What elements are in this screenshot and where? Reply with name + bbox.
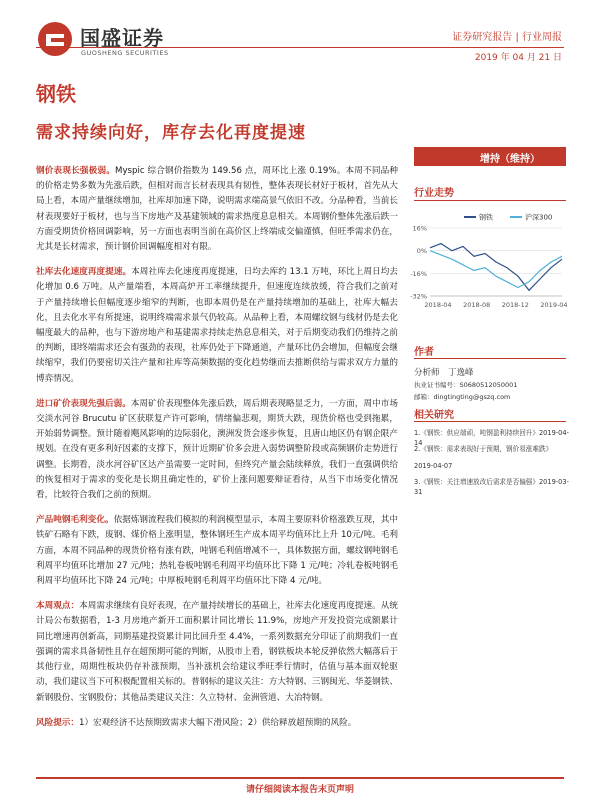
logo-mark-icon: [36, 20, 74, 58]
related-item-date: 2019-04-14: [414, 429, 569, 447]
legend-label-csi300: 沪深300: [525, 213, 553, 222]
paragraph-body: 1）宏观经济不达预期致需求大幅下滑风险；2）供给释放超预期的风险。: [78, 717, 357, 728]
paragraph-margin: [36, 513, 398, 589]
company-logo: [36, 20, 206, 60]
related-item-text[interactable]: 1.《钢铁：供应端顽，吨钢盈利持续回升》: [414, 429, 539, 437]
related-divider: [414, 421, 566, 422]
paragraph-price: [36, 164, 398, 255]
footer-disclaimer: 请仔细阅读本报告末页声明: [245, 785, 354, 795]
paragraph-heading: 社库去化速度再度提速。: [36, 267, 132, 278]
x-tick-label: 2018-12: [501, 301, 529, 309]
y-tick-label: -16%: [410, 269, 427, 278]
x-tick-label: 2018-08: [463, 301, 491, 309]
y-tick-label: -32%: [410, 292, 427, 301]
chart-legend: [464, 213, 552, 222]
trend-chart: [408, 210, 570, 316]
paragraph-risk: [36, 716, 398, 731]
related-item-date: 2019-03-31: [414, 478, 569, 496]
paragraph-heading: 本周观点：: [36, 601, 80, 612]
y-tick-label: 0%: [416, 247, 427, 256]
report-date: 2019 年 04 月 21 日: [474, 53, 562, 63]
paragraph-heading: 风险提示：: [36, 717, 79, 728]
author-title: 作者: [414, 347, 434, 358]
rating-label: 增持（维持）: [480, 154, 540, 165]
author-divider: [414, 358, 566, 359]
x-tick-label: 2018-04: [424, 301, 452, 309]
paragraph-heading: 钢价表现长强极弱。: [36, 166, 116, 176]
paragraph-body: 本周社库去化速度再度提速，日均去库约 13.1 万吨，环比上周日均去化增加 0.6 万吨。从产量端看，本周高炉开工率继续提升，但速度连续放缓，符合我们之前对于产量持续增长但幅度逐步缩窄的判断，也即本周仍是在产量持续增加的基础上，社库大幅去化，且去化水平有所提速，说明终端需求景气仍较高。从品种上看，本周螺纹钢与线材仍是去化幅度最大的品种，也与下游房地产和基建需求持续走热息息相关，对于后期变动我们仍维持之前的判断，即终端需求还会有强劲的表现，社库仍处于下降通道，产量环比仍会增加，但幅度会继续缩窄，我们仍要密切关注产量和社库等高频数据的变化趋势继而去推断供给与需求双方力量的博弈情况。: [36, 267, 398, 384]
y-tick-label: 16%: [412, 224, 427, 233]
x-axis-ticks: [424, 301, 567, 309]
author-email: 邮箱：dingtingting@gszq.com: [414, 393, 511, 401]
related-title: 相关研究: [414, 410, 454, 421]
rating-box: [414, 147, 566, 166]
paragraph-body: 依据炼钢流程我们模拟的利润模型显示，本周主要原料价格涨跌互现，其中铁矿石略有下跌，废钢、煤价格上涨明显，整体钢坯生产成本周平均值环比上升 10元/吨。毛利方面，本周不同品种的现货价格有涨有跌，吨钢毛利值增减不一，具体数据方面，螺纹钢吨钢毛利周平均值环比增加 27 元/吨；热轧卷板吨钢毛利周平均值环比下降 1 元/吨；冷轧卷板吨钢毛利周平均值环比下降 24 元/吨；中厚板吨钢毛利周平均值环比下降 4 元/吨。: [36, 515, 398, 587]
main-text: [36, 164, 398, 741]
logo-text-cn: 国盛证券: [80, 26, 164, 50]
logo-text-en: GUOSHENG SECURITIES: [81, 49, 169, 57]
report-type: 证券研究报告 | 行业周报: [452, 32, 562, 43]
paragraph-body: 本周矿价表现整体先涨后跌，周后期表现略显乏力，一方面，周中市场交淡水河谷 Brucutu 矿区获联复产许可影响，情绪偏悲观，期货大跌，现货价格也受到拖累，开始弱势调整。预计随着飓风影响的边际弱化，澳洲发货会逐步恢复，且唐山地区仍有钢企限产规划。在没有更多利好因素的支撑下，预计近期矿价多会进入弱势调整阶段或高频钢价走势进行调整。长期看，淡水河谷矿区达产虽需要一定时间，但终究产量会陆续释放，我们一直强调供给的恢复相对于需求的变化是长期且确定性的，矿价上涨问题要辩证看待，从当下市场变化情况看，比较符合我们之前的预期。: [36, 398, 398, 501]
related-item[interactable]: [414, 477, 574, 497]
series-line-csi300: [430, 251, 562, 288]
paragraph-body: Myspic 综合钢价指数为 149.56 点，周环比上涨 0.19%。本周不同品种的价格走势多数为先涨后跌，但相对而言长材表现具有韧性，整体表现长材好于板材，首先从大局上看，本周产量继续增加，社库却加速下降，说明需求端高景气依旧不改。分品种看，当前长材表现要好于板材，也与当下房地产及基建领域的需求热度息息相关。本周钢价整体先涨后跌一方面受期货价格回调影响，另一方面也表明当前在高价区上终端成交偏谨慎，但旺季需求仍在，尤其是长材需求，预计钢价回调幅度相对有限。: [36, 166, 398, 253]
legend-label-steel: 钢铁: [479, 213, 493, 222]
footer-divider: [36, 777, 564, 779]
industry-name: 钢铁: [36, 82, 76, 106]
paragraph-inventory: [36, 265, 398, 387]
author-name: 分析师 丁逸峰: [414, 368, 474, 378]
related-item[interactable]: [414, 444, 574, 454]
paragraph-body: 本周需求继续有良好表现，在产量持续增长的基础上，社库去化速度再度提速。从统计局公布数据看，1-3 月房地产新开工面积累计同比增长 11.9%，房地产开发投资完成额累计同比增速再创新高，同期基建投资累计同比回升至 4.4%，一系列数据充分印证了前期我们一直强调的需求具备韧性且存在超预期可能的判断，从股市上看，钢铁板块本轮反弹依然大幅落后于其他行业，周期性板块仍存补涨预期，当补涨机会给建议季旺季行情时，估值与基本面双轮驱动，我们建议当下可积极配置相关标的。普钢标的建议关注：方大特钢、三钢闽光、华菱钢铁、新钢股份、宝钢股份；其他品类建议关注：久立特材、金洲管道、大冶特钢。: [36, 601, 398, 703]
paragraph-ore: [36, 397, 398, 503]
x-tick-label: 2019-04: [540, 301, 568, 309]
trend-title: 行业走势: [414, 188, 454, 199]
paragraph-heading: 产品吨钢毛利变化。: [36, 515, 114, 526]
author-license: 执业证书编号：S0680512050001: [414, 381, 518, 389]
paragraph-view: [36, 599, 398, 705]
y-axis-ticks: [410, 225, 427, 301]
related-item-text[interactable]: 3.《钢铁：关注增速放改后需求是否偏强》: [414, 478, 539, 486]
header-divider: [36, 47, 564, 48]
related-item-date: 2019-04-07: [414, 462, 453, 470]
related-item-text[interactable]: 2.《钢铁：需求表现好于预期，钢价易涨难跌》: [414, 445, 553, 453]
trend-divider: [414, 200, 566, 201]
paragraph-heading: 进口矿价表现先强后弱。: [36, 398, 131, 409]
report-title: 需求持续向好，库存去化再度提速: [36, 123, 306, 143]
